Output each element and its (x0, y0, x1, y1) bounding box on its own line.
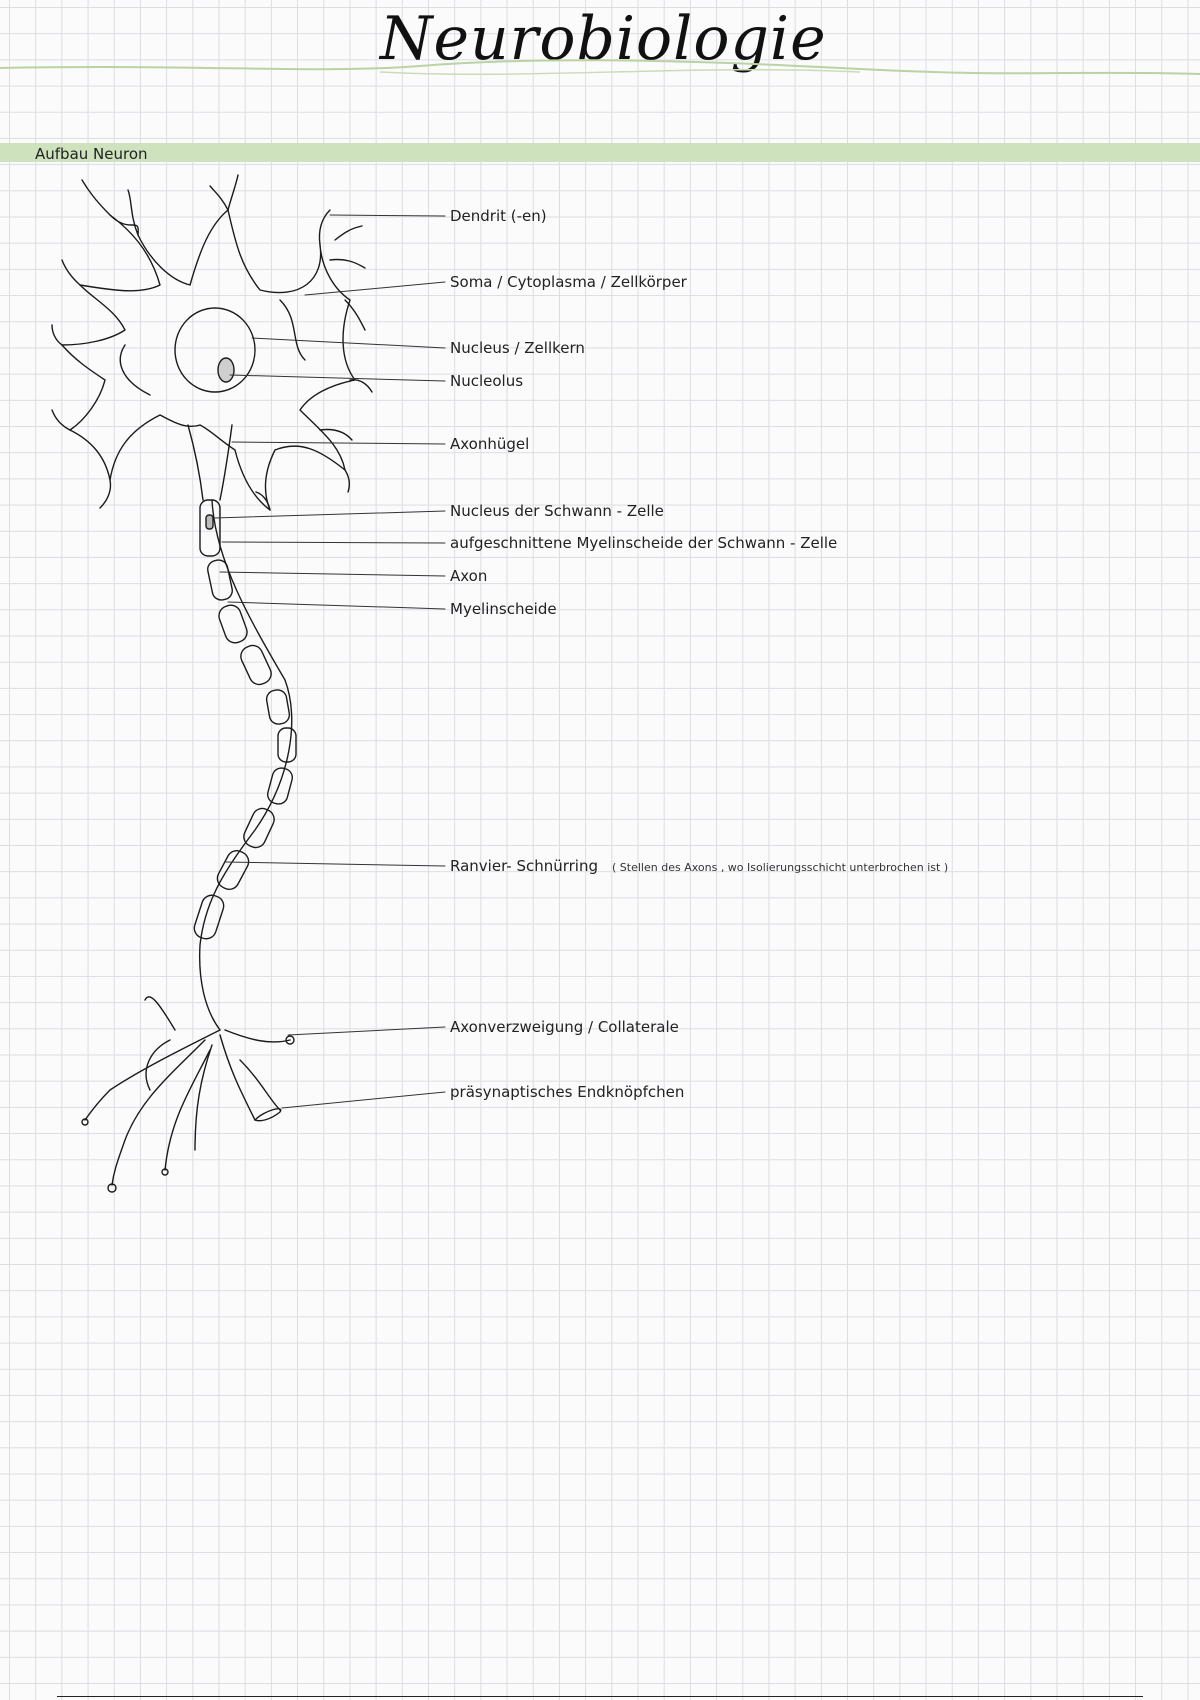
leader-line (288, 1027, 445, 1035)
dendrite (52, 410, 70, 430)
label-myelin-cut: aufgeschnittene Myelinscheide der Schwann - Zelle (450, 534, 838, 552)
dendrite (128, 190, 138, 235)
dendrite (120, 345, 150, 395)
dendrite (319, 210, 330, 245)
label-ranvier-text: Ranvier- Schnürring (450, 857, 599, 875)
leader-line (282, 1092, 445, 1108)
nucleolus (218, 358, 234, 382)
dendrite (210, 186, 228, 210)
page-title: Neurobiologie (380, 4, 827, 74)
leader-line (305, 282, 445, 295)
myelin-segment (214, 847, 252, 893)
axon-hillock (220, 425, 232, 500)
axon-branch (85, 1030, 220, 1120)
axon-branch (145, 997, 175, 1030)
axon-branch (225, 1030, 290, 1042)
leader-line (222, 542, 445, 543)
section-label: Aufbau Neuron (35, 145, 148, 163)
label-schwann-nucleus: Nucleus der Schwann - Zelle (450, 502, 664, 520)
leader-line (214, 511, 445, 518)
axon (200, 500, 292, 1030)
axon-branch (146, 1040, 170, 1090)
dendrite (345, 470, 349, 492)
myelin-segment (238, 642, 275, 688)
leader-line (228, 602, 445, 609)
dendrite (82, 180, 110, 215)
label-nucleus: Nucleus / Zellkern (450, 339, 585, 357)
dendrite (350, 380, 372, 392)
label-ranvier (450, 857, 948, 877)
dendrite (280, 300, 305, 360)
label-myelin: Myelinscheide (450, 600, 557, 618)
axon-hillock (188, 425, 203, 500)
leader-line (330, 215, 445, 216)
leader-line (252, 338, 445, 348)
myelin-segment (216, 602, 250, 645)
label-ranvier-note: ( Stellen des Axons , wo Isolierungsschicht unterbrochen ist ) (612, 861, 949, 874)
myelin-segment (241, 805, 278, 851)
dendrite (335, 226, 362, 240)
dendrite (228, 175, 238, 210)
axon-branch (195, 1045, 212, 1150)
soma-outline (62, 210, 355, 510)
leader-line (226, 862, 445, 866)
label-dendrit: Dendrit (-en) (450, 207, 547, 225)
label-endknoepfchen: präsynaptisches Endknöpfchen (450, 1083, 685, 1101)
dendrite (330, 259, 365, 268)
label-nucleolus: Nucleolus (450, 372, 524, 390)
leader-line (220, 572, 445, 576)
dendrite (100, 480, 111, 508)
label-axonverzweigung: Axonverzweigung / Collaterale (450, 1018, 679, 1036)
label-soma: Soma / Cytoplasma / Zellkörper (450, 273, 687, 291)
schwann-nucleus (206, 515, 213, 529)
myelin-segment (265, 689, 291, 726)
myelin-segment (206, 558, 234, 601)
leader-line (232, 442, 445, 444)
axon-branch (165, 1050, 210, 1170)
nucleus (175, 308, 255, 392)
dendrite (62, 260, 80, 285)
dendrite (52, 325, 62, 345)
leader-line (230, 375, 445, 381)
myelin-segment (266, 766, 295, 806)
dendrite (256, 492, 270, 510)
myelin-segment (192, 893, 227, 942)
bottom-rule (57, 1696, 1143, 1697)
axon-branch (220, 1035, 255, 1120)
label-axonhuegel: Axonhügel (450, 435, 530, 453)
terminal-button (255, 1109, 281, 1121)
label-axon: Axon (450, 567, 488, 585)
